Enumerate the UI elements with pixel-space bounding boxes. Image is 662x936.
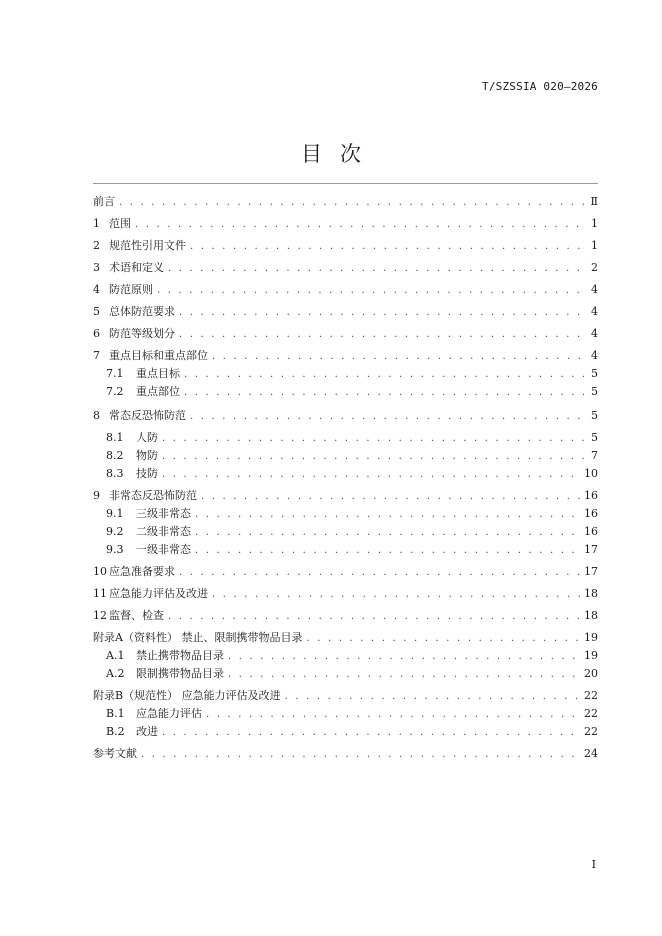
toc-entry[interactable] — [93, 215, 598, 232]
toc-entry-number: 3 — [93, 261, 100, 274]
toc-entry[interactable] — [93, 585, 598, 602]
toc-entry-page: 5 — [591, 367, 598, 380]
toc-entry-page: 16 — [584, 489, 598, 502]
toc-entry-label: 前言 — [93, 195, 115, 208]
toc-entry-number: 6 — [93, 327, 100, 340]
toc-entry-label: 重点部位 — [136, 385, 180, 398]
document-code: T/SZSSIA 020—2026 — [482, 80, 598, 93]
toc-entry[interactable] — [106, 647, 598, 664]
toc-entry-page: 16 — [584, 507, 598, 520]
toc-entry-label: 防范原则 — [109, 283, 153, 296]
toc-leader-dots — [228, 666, 580, 683]
toc-entry-page: 22 — [584, 707, 598, 720]
toc-entry-number: 8.1 — [106, 431, 124, 444]
toc-entry[interactable] — [106, 447, 598, 464]
toc-entry-page: 18 — [584, 609, 598, 622]
toc-leader-dots — [179, 304, 584, 321]
toc-entry-label: 技防 — [136, 467, 158, 480]
toc-entry[interactable] — [93, 687, 598, 704]
toc-entry-label: 应急能力评估及改进 — [109, 587, 208, 600]
toc-entry-number: 12 — [93, 609, 107, 622]
toc-entry-number: A.2 — [106, 667, 125, 680]
toc-entry[interactable] — [106, 723, 598, 740]
toc-entry-label: 常态反恐怖防范 — [109, 409, 186, 422]
toc-entry-label: 参考文献 — [93, 747, 137, 760]
toc-entry-number: 9.1 — [106, 507, 124, 520]
title-divider — [93, 183, 598, 184]
toc-entry-page: 24 — [584, 747, 598, 760]
toc-entry[interactable] — [106, 465, 598, 482]
toc-entry[interactable] — [106, 541, 598, 558]
toc-entry-label: 限制携带物品目录 — [136, 667, 224, 680]
toc-leader-dots — [306, 630, 580, 647]
toc-entry-page: 7 — [591, 449, 598, 462]
toc-leader-dots — [190, 238, 584, 255]
toc-entry-label: 人防 — [136, 431, 158, 444]
toc-entry[interactable] — [93, 237, 598, 254]
toc-entry-page: 4 — [591, 305, 598, 318]
toc-entry-page: 16 — [584, 525, 598, 538]
toc-entry-page: 22 — [584, 725, 598, 738]
toc-entry-number: 7.1 — [106, 367, 124, 380]
toc-leader-dots — [184, 366, 584, 383]
toc-leader-dots — [195, 542, 580, 559]
toc-entry-page: Ⅱ — [590, 195, 598, 208]
toc-entry-page: 4 — [591, 327, 598, 340]
toc-entry[interactable] — [93, 303, 598, 320]
toc-entry-number: 8.3 — [106, 467, 124, 480]
toc-leader-dots — [190, 408, 584, 425]
toc-entry-label: 术语和定义 — [109, 261, 164, 274]
toc-entry-page: 5 — [591, 409, 598, 422]
toc-entry[interactable] — [93, 607, 598, 624]
toc-entry[interactable] — [93, 629, 598, 646]
toc-entry-number: 7 — [93, 349, 100, 362]
toc-leader-dots — [162, 448, 584, 465]
toc-entry-label: 三级非常态 — [136, 507, 191, 520]
toc-entry[interactable] — [106, 383, 598, 400]
toc-entry-label: 监督、检查 — [109, 609, 164, 622]
toc-entry-page: 17 — [584, 543, 598, 556]
toc-entry-page: 2 — [591, 261, 598, 274]
toc-entry-number: 8 — [93, 409, 100, 422]
toc-entry[interactable] — [93, 259, 598, 276]
toc-entry-number: 10 — [93, 565, 107, 578]
toc-entry-label: 禁止携带物品目录 — [136, 649, 224, 662]
toc-entry-number: 7.2 — [106, 385, 124, 398]
toc-entry-label: 物防 — [136, 449, 158, 462]
toc-entry[interactable] — [106, 523, 598, 540]
toc-entry-page: 4 — [591, 283, 598, 296]
page-title: 目次 — [301, 142, 379, 166]
toc-entry-number: 4 — [93, 283, 100, 296]
toc-entry[interactable] — [106, 505, 598, 522]
toc-entry-number: 11 — [93, 587, 107, 600]
toc-leader-dots — [201, 488, 580, 505]
toc-entry-page: 5 — [591, 431, 598, 444]
toc-leader-dots — [195, 524, 580, 541]
toc-leader-dots — [184, 384, 584, 401]
toc-leader-dots — [119, 194, 584, 211]
toc-leader-dots — [168, 608, 580, 625]
toc-entry-number: 5 — [93, 305, 100, 318]
toc-entry[interactable] — [93, 487, 598, 504]
toc-entry-page: 1 — [591, 239, 598, 252]
toc-leader-dots — [162, 466, 580, 483]
toc-entry-label: 防范等级划分 — [109, 327, 175, 340]
toc-entry-page: 4 — [591, 349, 598, 362]
toc-entry-page: 19 — [584, 631, 598, 644]
toc-entry-page: 19 — [584, 649, 598, 662]
toc-leader-dots — [212, 348, 584, 365]
toc-leader-dots — [157, 282, 584, 299]
toc-leader-dots — [285, 688, 580, 705]
toc-entry-label: 范围 — [109, 217, 131, 230]
toc-entry-number: 9 — [93, 489, 100, 502]
toc-leader-dots — [195, 506, 580, 523]
toc-entry-label: 重点目标 — [136, 367, 180, 380]
toc-entry-number: 2 — [93, 239, 100, 252]
toc-entry[interactable] — [93, 325, 598, 342]
toc-entry[interactable] — [106, 665, 598, 682]
toc-entry-number: 9.3 — [106, 543, 124, 556]
toc-leader-dots — [162, 724, 580, 741]
toc-entry-label: 二级非常态 — [136, 525, 191, 538]
toc-entry-label: 规范性引用文件 — [109, 239, 186, 252]
toc-entry-number: B.1 — [106, 707, 125, 720]
toc-entry-page: 1 — [591, 217, 598, 230]
toc-entry[interactable] — [93, 281, 598, 298]
toc-entry[interactable] — [106, 365, 598, 382]
toc-leader-dots — [212, 586, 580, 603]
toc-entry-number: A.1 — [106, 649, 125, 662]
toc-leader-dots — [162, 430, 584, 447]
toc-entry[interactable] — [93, 347, 598, 364]
toc-entry-label: 附录A（资料性） 禁止、限制携带物品目录 — [93, 631, 303, 644]
toc-entry-label: 一级非常态 — [136, 543, 191, 556]
toc-leader-dots — [135, 216, 584, 233]
toc-entry-page: 22 — [584, 689, 598, 702]
toc-leader-dots — [141, 746, 580, 763]
toc-entry[interactable] — [106, 429, 598, 446]
toc-leader-dots — [228, 648, 580, 665]
toc-leader-dots — [179, 326, 584, 343]
toc-leader-dots — [206, 706, 580, 723]
toc-entry-number: 9.2 — [106, 525, 124, 538]
toc-entry-label: 重点目标和重点部位 — [109, 349, 208, 362]
toc-entry[interactable] — [106, 705, 598, 722]
toc-entry-page: 18 — [584, 587, 598, 600]
toc-entry-page: 20 — [584, 667, 598, 680]
toc-entry-page: 17 — [584, 565, 598, 578]
toc-entry-label: 改进 — [136, 725, 158, 738]
toc-entry-page: 5 — [591, 385, 598, 398]
toc-entry-label: 非常态反恐怖防范 — [109, 489, 197, 502]
toc-entry-number: 8.2 — [106, 449, 124, 462]
toc-entry-number: 1 — [93, 217, 100, 230]
toc-entry-label: 附录B（规范性） 应急能力评估及改进 — [93, 689, 281, 702]
toc-entry[interactable] — [93, 745, 598, 762]
toc-leader-dots — [168, 260, 584, 277]
toc-entry-number: B.2 — [106, 725, 125, 738]
toc-entry-label: 应急准备要求 — [109, 565, 175, 578]
toc-entry-label: 应急能力评估 — [136, 707, 202, 720]
toc-entry-page: 10 — [584, 467, 598, 480]
toc-entry[interactable] — [93, 563, 598, 580]
toc-entry[interactable] — [93, 193, 598, 210]
toc-entry-label: 总体防范要求 — [109, 305, 175, 318]
page-number: I — [591, 858, 596, 871]
toc-entry[interactable] — [93, 407, 598, 424]
toc-leader-dots — [179, 564, 580, 581]
